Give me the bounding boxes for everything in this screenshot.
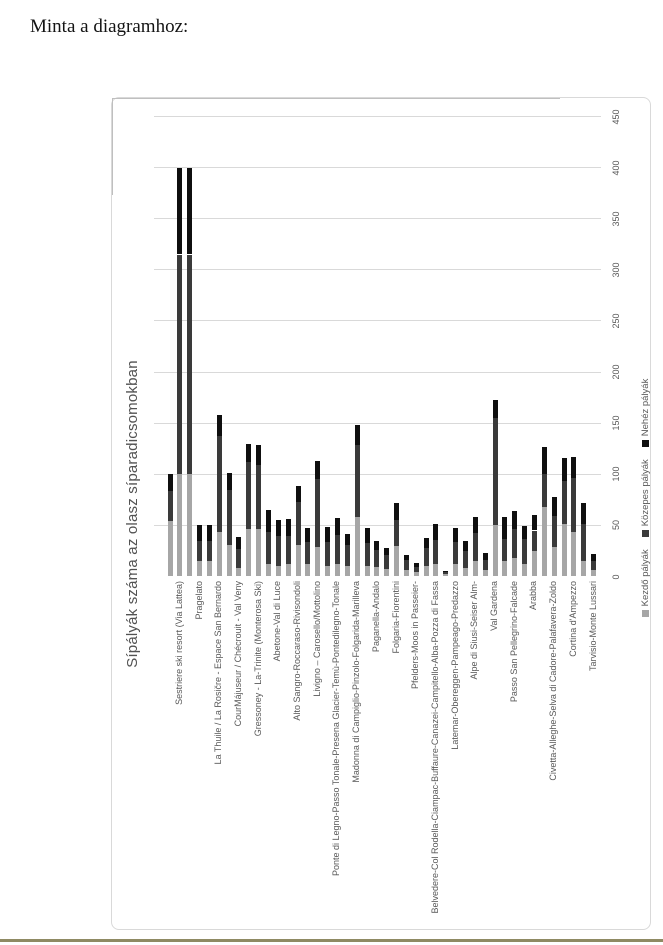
bar-segment-2 <box>453 528 458 541</box>
bar-segment-0 <box>552 547 557 577</box>
category-label: Tarvisio-Monte Lussari <box>587 581 598 672</box>
gridline <box>154 269 601 270</box>
category-label: Pfelders-Moos in Passeier- <box>410 581 421 690</box>
bar-segment-2 <box>227 473 232 489</box>
legend-item <box>640 379 651 448</box>
bar-segment-0 <box>197 561 202 576</box>
bar-segment-0 <box>542 507 547 577</box>
bar-segment-2 <box>552 497 557 516</box>
bar-segment-0 <box>394 546 399 577</box>
bar-segment-0 <box>305 564 310 576</box>
chart-title: Sípályák száma az olasz síparadicsomokban <box>124 360 141 668</box>
bar-segment-0 <box>453 564 458 576</box>
bar-segment-1 <box>483 560 488 570</box>
bar-segment-0 <box>571 532 576 577</box>
bar-segment-1 <box>296 502 301 545</box>
bar-segment-2 <box>217 415 222 436</box>
value-axis-label: 150 <box>611 415 621 431</box>
bar-segment-2 <box>522 526 527 538</box>
bar-segment-1 <box>227 490 232 545</box>
bar-segment-2 <box>433 524 438 539</box>
bar-segment-1 <box>453 542 458 564</box>
legend-swatch-icon <box>642 610 649 617</box>
page-heading: Minta a diagramhoz: <box>30 16 189 37</box>
bar-segment-1 <box>325 542 330 567</box>
value-axis-label: 200 <box>611 364 621 380</box>
legend-label: Kezdő pályák <box>639 549 651 607</box>
bar-segment-1 <box>374 550 379 567</box>
bar-segment-0 <box>355 517 360 576</box>
bar-segment-2 <box>345 534 350 545</box>
bar-segment-0 <box>581 561 586 576</box>
bar-segment-2 <box>246 444 251 462</box>
bar-segment-2 <box>483 553 488 560</box>
bar-segment-1 <box>187 255 192 475</box>
category-label: Latemar-Obereggen-Pampeago-Predazzo <box>449 581 460 750</box>
bar-segment-1 <box>246 462 251 529</box>
gridline <box>154 218 601 219</box>
bar-segment-1 <box>443 572 448 574</box>
bar-segment-1 <box>512 529 517 558</box>
bar-segment-2 <box>207 525 212 540</box>
bar-segment-2 <box>168 474 173 490</box>
bar-segment-0 <box>325 566 330 576</box>
axis-tick <box>112 191 113 195</box>
category-label: Alpe di Siusi-Seiser Alm- <box>469 581 480 680</box>
bar-segment-1 <box>581 524 586 561</box>
category-label: Paganella-Andalo <box>370 581 381 653</box>
value-axis-label: 0 <box>611 574 621 580</box>
bar-segment-2 <box>404 555 409 560</box>
bar-segment-2 <box>571 457 576 478</box>
bar-segment-1 <box>217 436 222 531</box>
bar-segment-1 <box>365 543 370 567</box>
bar-segment-1 <box>433 540 438 565</box>
bar-segment-2 <box>256 445 261 465</box>
category-label: Civetta-Alleghe-Selva di Cadore-Palafavera-Zoldo <box>548 581 559 781</box>
bar-segment-2 <box>463 541 468 551</box>
bottom-divider <box>0 939 663 942</box>
bar-segment-2 <box>591 554 596 561</box>
bar-segment-1 <box>502 539 507 561</box>
value-axis-label: 250 <box>611 313 621 329</box>
bar-segment-1 <box>414 567 419 572</box>
category-label: Abetone-Val di Luce <box>272 581 283 662</box>
category-label: Ponte di Legno-Passo Tonale-Presena Glacier-Temù-Pontedilegno-Tonale <box>331 581 342 877</box>
bar-segment-0 <box>365 566 370 576</box>
bar-segment-2 <box>335 518 340 534</box>
bar-segment-0 <box>502 561 507 576</box>
category-label: Cortina d'Ampezzo <box>567 581 578 657</box>
bar-segment-0 <box>345 566 350 576</box>
bar-segment-0 <box>463 568 468 576</box>
category-label: Livigno – Carosello/Mottolino <box>311 581 322 697</box>
bar-segment-2 <box>355 425 360 444</box>
bar-segment-2 <box>286 519 291 535</box>
bar-segment-1 <box>168 491 173 522</box>
bar-segment-0 <box>433 564 438 576</box>
bar-segment-0 <box>187 474 192 576</box>
bar-segment-1 <box>532 531 537 551</box>
bar-segment-2 <box>276 520 281 535</box>
bar-segment-2 <box>236 537 241 549</box>
bar-segment-0 <box>473 561 478 576</box>
bar-segment-1 <box>207 541 212 561</box>
bar-segment-2 <box>414 563 419 567</box>
bar-segment-1 <box>493 418 498 525</box>
bar-segment-2 <box>581 503 586 524</box>
bar-segment-0 <box>522 564 527 576</box>
bar-segment-2 <box>424 538 429 548</box>
bar-segment-2 <box>443 571 448 572</box>
bar-segment-2 <box>197 525 202 540</box>
bar-segment-0 <box>227 545 232 577</box>
bar-segment-1 <box>335 535 340 565</box>
category-label: CourMájuseur / Chécrouit - Val Veny <box>232 581 243 727</box>
bar-segment-0 <box>315 547 320 577</box>
bar-segment-1 <box>236 549 241 568</box>
chart-legend <box>638 343 652 653</box>
bar-segment-1 <box>463 551 468 568</box>
bar-segment-2 <box>493 400 498 418</box>
bar-segment-0 <box>404 570 409 576</box>
bar-segment-1 <box>384 555 389 569</box>
category-label: Passo San Pellegrino-Falcade <box>508 581 519 703</box>
bar-segment-0 <box>384 569 389 576</box>
bar-segment-0 <box>424 566 429 576</box>
bar-segment-1 <box>473 533 478 562</box>
bar-segment-1 <box>571 478 576 531</box>
bar-segment-1 <box>394 520 399 546</box>
category-label: Belvedere-Col Rodella-Ciampac-Buffaure-Canazei-Campitello-Alba-Pozza di Fassa <box>429 581 440 914</box>
bar-segment-2 <box>365 528 370 542</box>
value-axis-label: 300 <box>611 262 621 278</box>
bar-segment-1 <box>404 560 409 570</box>
value-axis-label: 450 <box>611 108 621 125</box>
bar-segment-2 <box>502 517 507 538</box>
bar-segment-0 <box>591 570 596 576</box>
bar-segment-2 <box>542 447 547 475</box>
bar-segment-0 <box>414 572 419 576</box>
bar-segment-0 <box>207 561 212 576</box>
bar-segment-0 <box>236 568 241 576</box>
bar-segment-1 <box>315 479 320 546</box>
bar-segment-0 <box>217 532 222 577</box>
bar-segment-2 <box>512 511 517 529</box>
bar-segment-1 <box>542 474 547 507</box>
category-label: Pragelato <box>193 581 204 620</box>
bar-segment-0 <box>493 525 498 576</box>
value-axis-label: 50 <box>611 520 621 531</box>
chart-object[interactable] <box>111 97 651 930</box>
bar-segment-0 <box>483 570 488 576</box>
value-axis-label: 400 <box>611 160 621 176</box>
bar-segment-2 <box>384 548 389 555</box>
bar-segment-0 <box>296 545 301 577</box>
legend-label: Nehéz pályák <box>639 378 651 437</box>
bar-segment-2 <box>325 527 330 541</box>
category-label: Folgaria-Fiorentini <box>390 581 401 654</box>
bar-segment-0 <box>532 551 537 577</box>
bar-segment-2 <box>394 503 399 520</box>
category-axis-line <box>112 98 560 99</box>
bar-segment-0 <box>168 521 173 576</box>
bar-segment-2 <box>187 168 192 255</box>
bar-segment-0 <box>276 566 281 576</box>
bar-segment-2 <box>177 168 182 255</box>
bar-segment-0 <box>246 529 251 576</box>
bar-segment-1 <box>276 536 281 567</box>
category-label: Val Gardena <box>489 581 500 631</box>
bar-segment-0 <box>335 564 340 576</box>
category-label: Arabba <box>528 581 539 611</box>
gridline <box>154 320 601 321</box>
bar-segment-2 <box>473 517 478 532</box>
bar-segment-1 <box>522 539 527 565</box>
plot-area <box>112 98 650 929</box>
legend-swatch-icon <box>642 530 649 537</box>
bar-segment-0 <box>512 558 517 576</box>
category-label: Alto Sangro-Roccaraso-Rivisondoli <box>292 581 303 721</box>
bar-segment-0 <box>256 529 261 576</box>
bar-segment-1 <box>562 481 567 524</box>
category-label: Sestriere ski resort (Via Lattea) <box>173 581 184 705</box>
bar-segment-1 <box>591 561 596 570</box>
bar-segment-2 <box>296 486 301 502</box>
legend-item <box>640 459 651 537</box>
gridline <box>154 116 601 117</box>
bar-segment-1 <box>197 541 202 561</box>
gridline <box>154 372 601 373</box>
bar-segment-1 <box>286 536 291 565</box>
legend-item <box>640 549 651 617</box>
gridline <box>154 167 601 168</box>
bar-segment-0 <box>286 564 291 576</box>
bar-segment-1 <box>177 255 182 475</box>
legend-label: Közepes pályák <box>639 459 651 527</box>
value-axis-label: 100 <box>611 466 621 482</box>
value-axis-label: 350 <box>611 211 621 227</box>
category-label: La Thuile / La Rosičre - Espace San Bernardo <box>213 581 224 765</box>
bar-segment-1 <box>355 445 360 518</box>
bar-segment-2 <box>266 510 271 531</box>
category-label: Madonna di Campiglio-Pinzolo-Folgarida-Marilleva <box>351 581 362 783</box>
bar-segment-1 <box>552 516 557 547</box>
bar-segment-2 <box>562 458 567 482</box>
bar-segment-2 <box>305 528 310 541</box>
bar-segment-0 <box>177 474 182 576</box>
bar-segment-1 <box>345 545 350 566</box>
legend-swatch-icon <box>642 440 649 447</box>
category-label: Gressoney - La-Trinite (Monterosa Ski) <box>252 581 263 737</box>
bar-segment-1 <box>266 532 271 565</box>
bar-segment-0 <box>266 564 271 576</box>
bar-segment-1 <box>256 465 261 529</box>
bar-segment-0 <box>443 574 448 576</box>
bar-segment-1 <box>424 548 429 566</box>
bar-segment-2 <box>532 515 537 530</box>
bar-segment-0 <box>562 524 567 576</box>
bar-segment-2 <box>374 541 379 550</box>
bar-segment-2 <box>315 461 320 479</box>
bar-segment-0 <box>374 567 379 576</box>
bar-segment-1 <box>305 542 310 564</box>
